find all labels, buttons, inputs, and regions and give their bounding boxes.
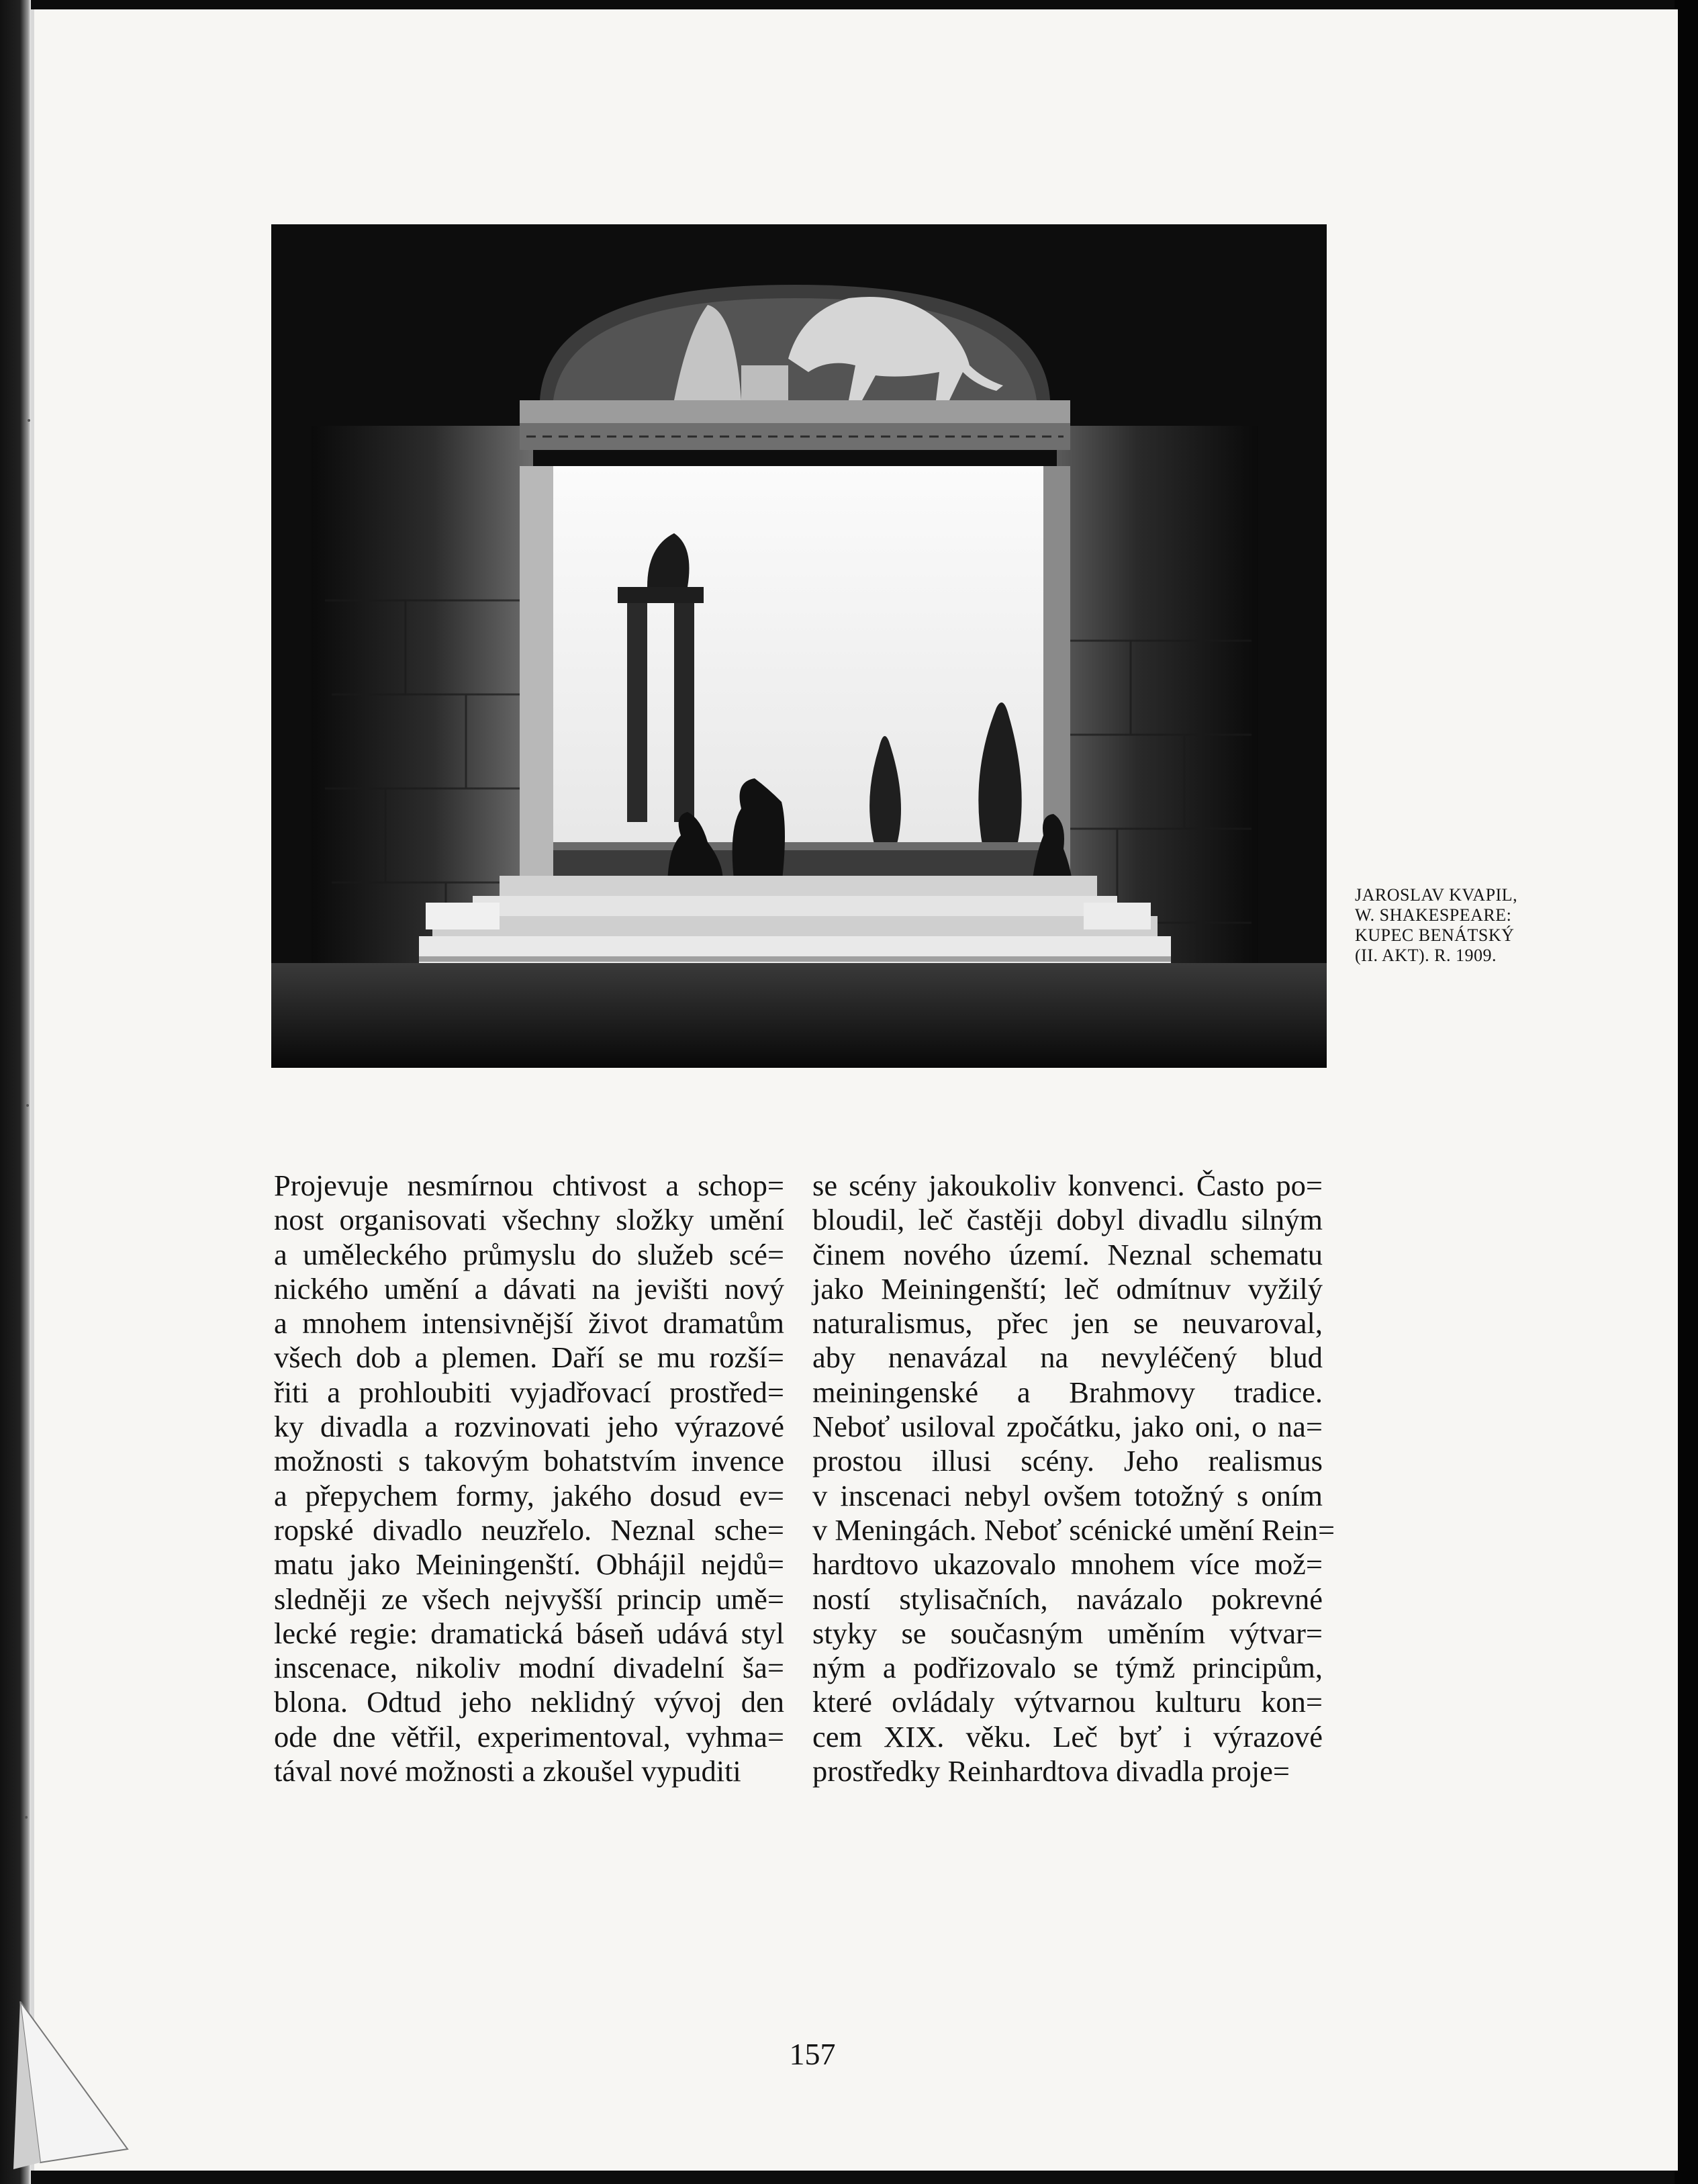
- caption-line: KUPEC BENÁTSKÝ: [1355, 925, 1515, 945]
- stage-scene-illustration: [271, 224, 1327, 1068]
- page-number: 157: [789, 2037, 836, 2071]
- speck: [25, 1816, 28, 1819]
- text-line: v Meningách. Neboť scénické umění Rein=: [812, 1512, 1335, 1547]
- text-line: ky divadla a rozvinovati jeho výrazové: [274, 1410, 784, 1444]
- text-column-right: [812, 1169, 1335, 1788]
- text-line: možnosti s takovým bohatstvím invence: [274, 1444, 784, 1478]
- page-corner-fold: [13, 2001, 134, 2169]
- text-line: sledněji ze všech nejvyšší princip umě=: [274, 1582, 784, 1616]
- text-line: Neboť usiloval zpočátku, jako oni, o na=: [812, 1410, 1323, 1444]
- text-line: bloudil, leč častěji dobyl divadlu silným: [812, 1203, 1323, 1237]
- text-line: blona. Odtud jeho neklidný vývoj den: [274, 1685, 784, 1719]
- caption-line: JAROSLAV KVAPIL,: [1355, 885, 1518, 905]
- caption-line: W. SHAKESPEARE:: [1355, 905, 1512, 925]
- text-line: ropské divadlo neuzřelo. Neznal sche=: [274, 1512, 784, 1547]
- text-line: prostou illusi scény. Jeho realismus: [812, 1444, 1323, 1478]
- text-line: se scény jakoukoliv konvenci. Často po=: [812, 1169, 1323, 1202]
- text-line: jako Meiningenští; leč odmítnuv vyžilý: [812, 1271, 1323, 1306]
- photo-caption: [1355, 885, 1516, 966]
- text-line: prostředky Reinhardtova divadla proje=: [812, 1754, 1290, 1788]
- stage-photograph: [271, 224, 1327, 1068]
- text-line: naturalismus, přec jen se neuvaroval,: [812, 1306, 1323, 1340]
- text-column-left: [274, 1169, 784, 1788]
- text-line: které ovládaly výtvarnou kulturu kon=: [812, 1685, 1323, 1719]
- page-edge-right: [1675, 0, 1698, 2184]
- text-line: nost organisovati všechny složky umění: [274, 1203, 784, 1237]
- text-line: styky se současným uměním výtvar=: [812, 1616, 1323, 1650]
- page-edge-left: [0, 0, 31, 2184]
- speck: [26, 1104, 29, 1107]
- text-line: všech dob a plemen. Daří se mu rozší=: [274, 1340, 784, 1375]
- text-line: lecké regie: dramatická báseň udává styl: [274, 1616, 784, 1650]
- speck: [28, 419, 30, 422]
- text-line: činem nového území. Neznal schematu: [812, 1237, 1323, 1271]
- text-line: v inscenaci nebyl ovšem totožný s oním: [812, 1478, 1323, 1512]
- text-line: řiti a prohloubiti vyjadřovací prostřed=: [274, 1375, 784, 1409]
- text-line: a mnohem intensivnější život dramatům: [274, 1306, 784, 1340]
- caption-line: (II. AKT). R. 1909.: [1355, 946, 1497, 965]
- text-line: aby nenavázal na nevyléčený blud: [812, 1340, 1323, 1375]
- text-line: Projevuje nesmírnou chtivost a schop=: [274, 1169, 784, 1202]
- text-line: matu jako Meiningenští. Obhájil nejdů=: [274, 1547, 784, 1582]
- text-line: meiningenské a Brahmovy tradice.: [812, 1375, 1323, 1409]
- text-line: ností stylisačních, navázalo pokrevné: [812, 1582, 1323, 1616]
- text-line: inscenace, nikoliv modní divadelní ša=: [274, 1651, 784, 1685]
- text-line: a uměleckého průmyslu do služeb scé=: [274, 1237, 784, 1271]
- text-line: cem XIX. věku. Leč byť i výrazové: [812, 1719, 1323, 1754]
- text-line: tával nové možnosti a zkoušel vypuditi: [274, 1754, 741, 1788]
- text-line: nického umění a dávati na jevišti nový: [274, 1271, 784, 1306]
- text-line: a přepychem formy, jakého dosud ev=: [274, 1478, 784, 1512]
- text-line: ným a podřizovalo se týmž principům,: [812, 1651, 1323, 1685]
- text-line: hardtovo ukazovalo mnohem více mož=: [812, 1547, 1323, 1582]
- text-line: ode dne větřil, experimentoval, vyhma=: [274, 1719, 784, 1754]
